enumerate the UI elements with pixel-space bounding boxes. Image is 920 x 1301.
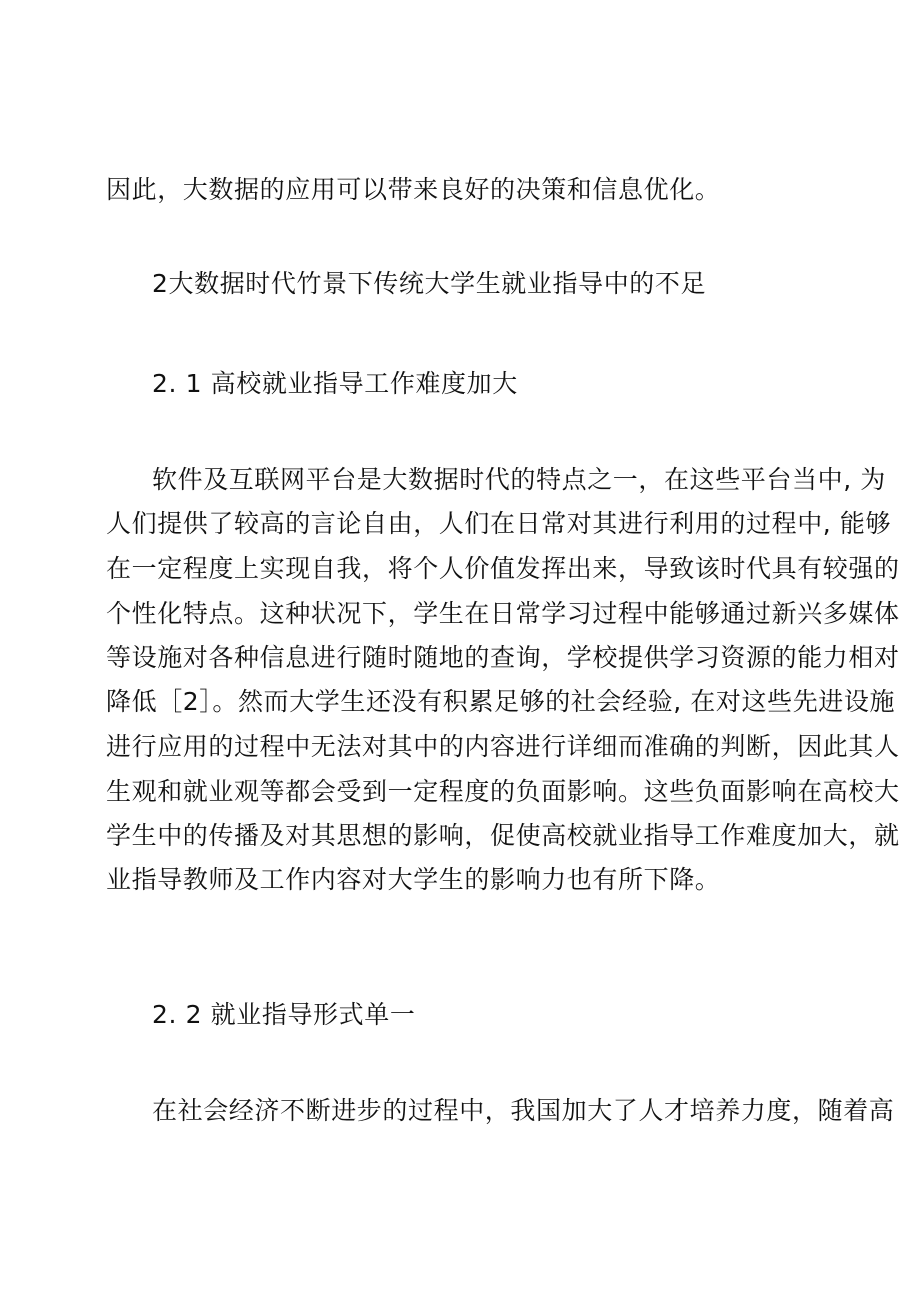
paragraph-1-line-3: 在一定程度上实现自我，将个人价值发挥出来，导致该时代具有较强的 bbox=[106, 554, 900, 583]
section-2-2-heading: 2. 2 就业指导形式单一 bbox=[152, 1000, 416, 1029]
paragraph-1-line-2: 人们提供了较高的言论自由，人们在日常对其进行利用的过程中, 能够 bbox=[106, 509, 892, 538]
paragraph-1-line-8: 生观和就业观等都会受到一定程度的负面影响。这些负面影响在高校大 bbox=[106, 777, 900, 806]
section-2-1-heading: 2. 1 高校就业指导工作难度加大 bbox=[152, 369, 518, 398]
section-2-heading: 2大数据时代竹景下传统大学生就业指导中的不足 bbox=[152, 269, 707, 298]
paragraph-1-line-6: 降低［2］。然而大学生还没有积累足够的社会经验, 在对这些先进设施 bbox=[106, 687, 896, 716]
paragraph-1-line-10: 业指导教师及工作内容对大学生的影响力也有所下降。 bbox=[106, 865, 721, 894]
paragraph-1-line-4: 个性化特点。这种状况下，学生在日常学习过程中能够通过新兴多媒体 bbox=[106, 599, 900, 628]
paragraph-1-line-1: 软件及互联网平台是大数据时代的特点之一，在这些平台当中, 为 bbox=[152, 465, 886, 494]
paragraph-2-line-1: 在社会经济不断进步的过程中，我国加大了人才培养力度，随着高 bbox=[152, 1096, 895, 1125]
paragraph-1-line-7: 进行应用的过程中无法对其中的内容进行详细而准确的判断，因此其人 bbox=[106, 732, 900, 761]
paragraph-1-line-5: 等设施对各种信息进行随时随地的查询，学校提供学习资源的能力相对 bbox=[106, 643, 900, 672]
intro-line: 因此，大数据的应用可以带来良好的决策和信息优化。 bbox=[106, 175, 721, 204]
paragraph-1-line-9: 学生中的传播及对其思想的影响，促使高校就业指导工作难度加大，就 bbox=[106, 821, 900, 850]
